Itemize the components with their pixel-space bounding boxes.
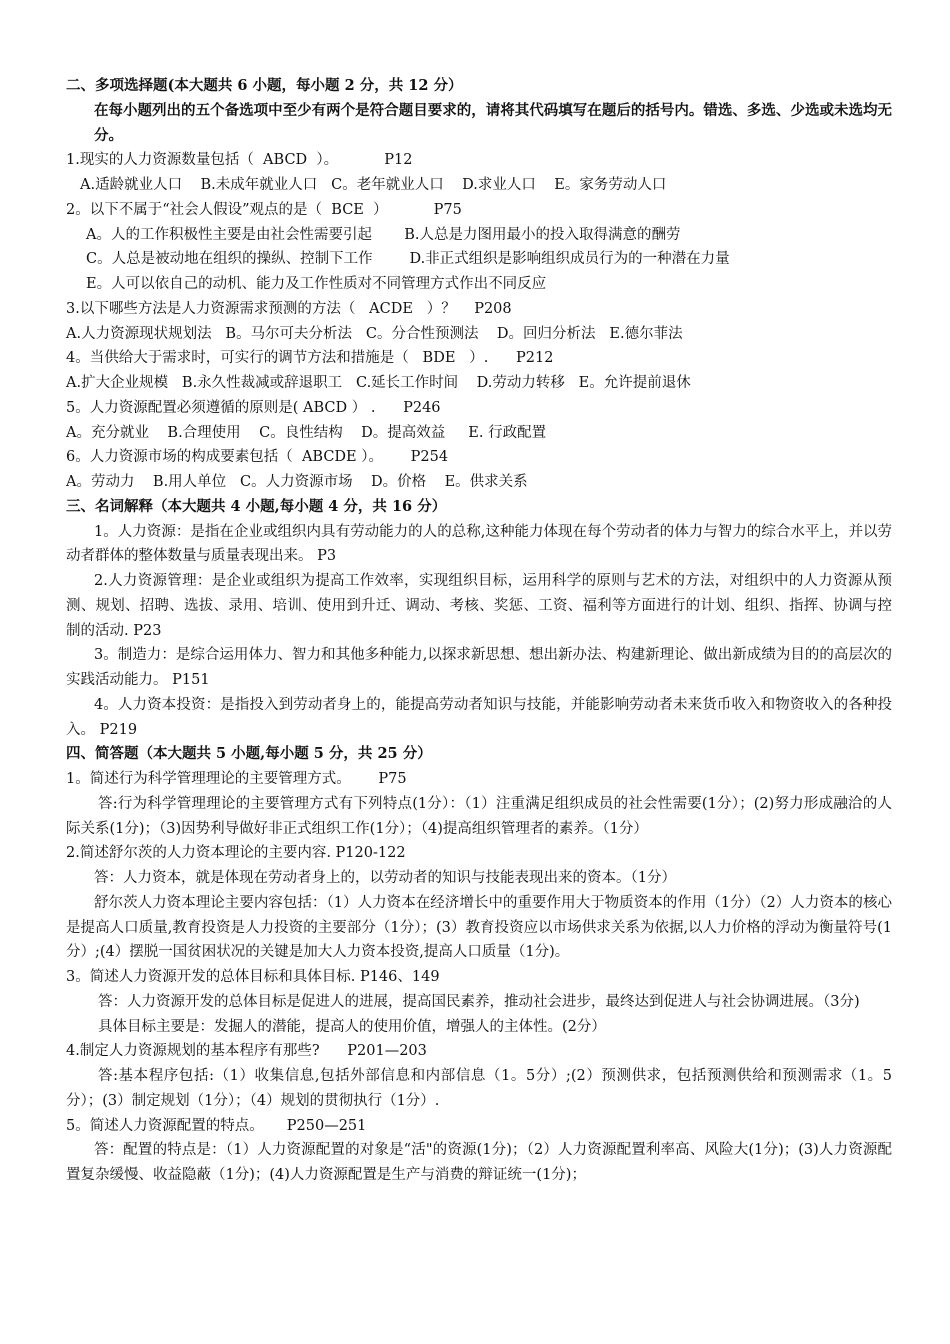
- question-2-5-options: A。充分就业 B.合理使用 C。良性结构 D。提高效益 E. 行政配置: [66, 424, 547, 441]
- term-human-capital-investment: 4。人力资本投资：是指投入到劳动者身上的，能提高劳动者知识与技能，并能影响劳动者未来货币收入和物资收入的各种投入。 P219: [66, 696, 892, 738]
- question-2-2-options-ab: A。人的工作积极性主要是由社会性需要引起 B.人总是力图用最小的投入取得满意的酬劳: [86, 226, 681, 243]
- section-3-title: 三、名词解释（本大题共 4 小题,每小题 4 分，共 16 分）: [66, 497, 447, 515]
- question-4-5: 5。简述人力资源配置的特点。 P250—251: [66, 1117, 367, 1134]
- section-4-title: 四、简答题（本大题共 5 小题,每小题 5 分，共 25 分）: [66, 745, 432, 763]
- question-4-4: 4.制定人力资源规划的基本程序有那些? P201—203: [66, 1043, 427, 1060]
- document-page: [66, 74, 892, 1188]
- answer-4-3-part-2: 具体目标主要是：发掘人的潜能，提高人的使用价值，增强人的主体性。(2分）: [98, 1018, 606, 1035]
- question-2-2-options-cd: C。人总是被动地在组织的操纵、控制下工作 D.非正式组织是影响组织成员行为的一种潜在力量: [86, 251, 730, 268]
- term-creativity: 3。制造力：是综合运用体力、智力和其他多种能力,以探求新思想、想出新办法、构建新理论、做出新成绩为目的的高层次的实践活动能力。 P151: [66, 647, 892, 688]
- section-2-instruction: 在每小题列出的五个备选项中至少有两个是符合题目要求的，请将其代码填写在题后的括号内。错选、多选、少选或未选均无分。: [94, 101, 892, 144]
- question-2-2-option-e: E。人可以依自己的动机、能力及工作性质对不同管理方式作出不同反应: [86, 276, 547, 292]
- question-2-1-options: A.适龄就业人口 B.未成年就业人口 C。老年就业人口 D.求业人口 E。家务劳动人口: [80, 177, 667, 193]
- question-4-1: 1。简述行为科学管理理论的主要管理方式。 P75: [66, 771, 407, 787]
- question-2-1: 1.现实的人力资源数量包括（ ABCD ）。 P12: [66, 152, 413, 169]
- term-human-resources: 1。人力资源：是指在企业或组织内具有劳动能力的人的总称,这种能力体现在每个劳动者的体力与智力的综合水平上，并以劳动者群体的整体数量与质量表现出来。 P3: [66, 523, 892, 565]
- question-2-6: 6。人力资源市场的构成要素包括（ ABCDE ）。 P254: [66, 449, 449, 466]
- answer-4-4: 答:基本程序包括:（1）收集信息,包括外部信息和内部信息（1。5分）;(2）预测供求，包括预测供给和预测需求（1。5分）；(3）制定规划（1分）；（4）规划的贯彻执行（1分）.: [66, 1068, 892, 1109]
- section-2-title: 二、多项选择题(本大题共 6 小题，每小题 2 分，共 12 分）: [66, 77, 463, 94]
- question-2-2: 2。以下不属于“社会人假设”观点的是（ BCE ） P75: [66, 201, 462, 218]
- term-hr-management: 2.人力资源管理：是企业或组织为提高工作效率，实现组织目标，运用科学的原则与艺术的方法，对组织中的人力资源从预测、规划、招聘、选拔、录用、培训、使用到升迁、调动、考核、奖惩、工资、福利等方面进行的计划、组织、指挥、协调与控制的活动. P23: [66, 573, 892, 639]
- question-2-3: 3.以下哪些方法是人力资源需求预测的方法（ ACDE ）？ P208: [66, 300, 512, 317]
- question-4-3: 3。简述人力资源开发的总体目标和具体目标. P146、149: [66, 969, 440, 985]
- answer-4-2-part-2: 舒尔茨人力资本理论主要内容包括：（1）人力资本在经济增长中的重要作用大于物质资本的作用（1分）（2）人力资本的核心是提高人口质量,教育投资是人力投资的主要部分（1分）；(3）教育投资应以市场供求关系为依据,以人力价格的浮动为衡量符号(1分）;(4）摆脱一国贫困状况的关键是加大人力资本投资,提高人口质量（1分)。: [66, 894, 892, 961]
- question-4-2: 2.简述舒尔茨的人力资本理论的主要内容. P120-122: [66, 845, 406, 862]
- question-2-3-options: A.人力资源现状规划法 B。马尔可夫分析法 C。分合性预测法 D。回归分析法 E.德尔菲法: [66, 325, 683, 342]
- question-2-5: 5。人力资源配置必须遵循的原则是( ABCD ） . P246: [66, 399, 441, 416]
- answer-4-1: 答:行为科学管理理论的主要管理方式有下列特点(1分）：（1）注重满足组织成员的社会性需要(1分）；(2)努力形成融洽的人际关系(1分)；（3)因势利导做好非正式组织工作(1分）；（4)提高组织管理者的素养。（1分）: [66, 795, 892, 837]
- answer-4-2-part-1: 答：人力资本，就是体现在劳动者身上的，以劳动者的知识与技能表现出来的资本。（1分）: [94, 870, 676, 886]
- question-2-4-options: A.扩大企业规模 B.永久性裁减或辞退职工 C.延长工作时间 D.劳动力转移 E。允许提前退休: [66, 375, 691, 391]
- answer-4-5: 答：配置的特点是：（1）人力资源配置的对象是“活"的资源(1分)；（2）人力资源配置利率高、风险大(1分)；(3)人力资源配置复杂缓慢、收益隐蔽（1分)；(4)人力资源配置是生产与消费的辩证统一(1分)；: [66, 1142, 892, 1183]
- answer-4-3-part-1: 答：人力资源开发的总体目标是促进人的进展，提高国民素养，推动社会进步，最终达到促进人与社会协调进展。（3分): [98, 993, 860, 1010]
- question-2-6-options: A。劳动力 B.用人单位 C。人力资源市场 D。价格 E。供求关系: [66, 474, 528, 490]
- question-2-4: 4。当供给大于需求时，可实行的调节方法和措施是（ BDE ）. P212: [66, 350, 554, 367]
